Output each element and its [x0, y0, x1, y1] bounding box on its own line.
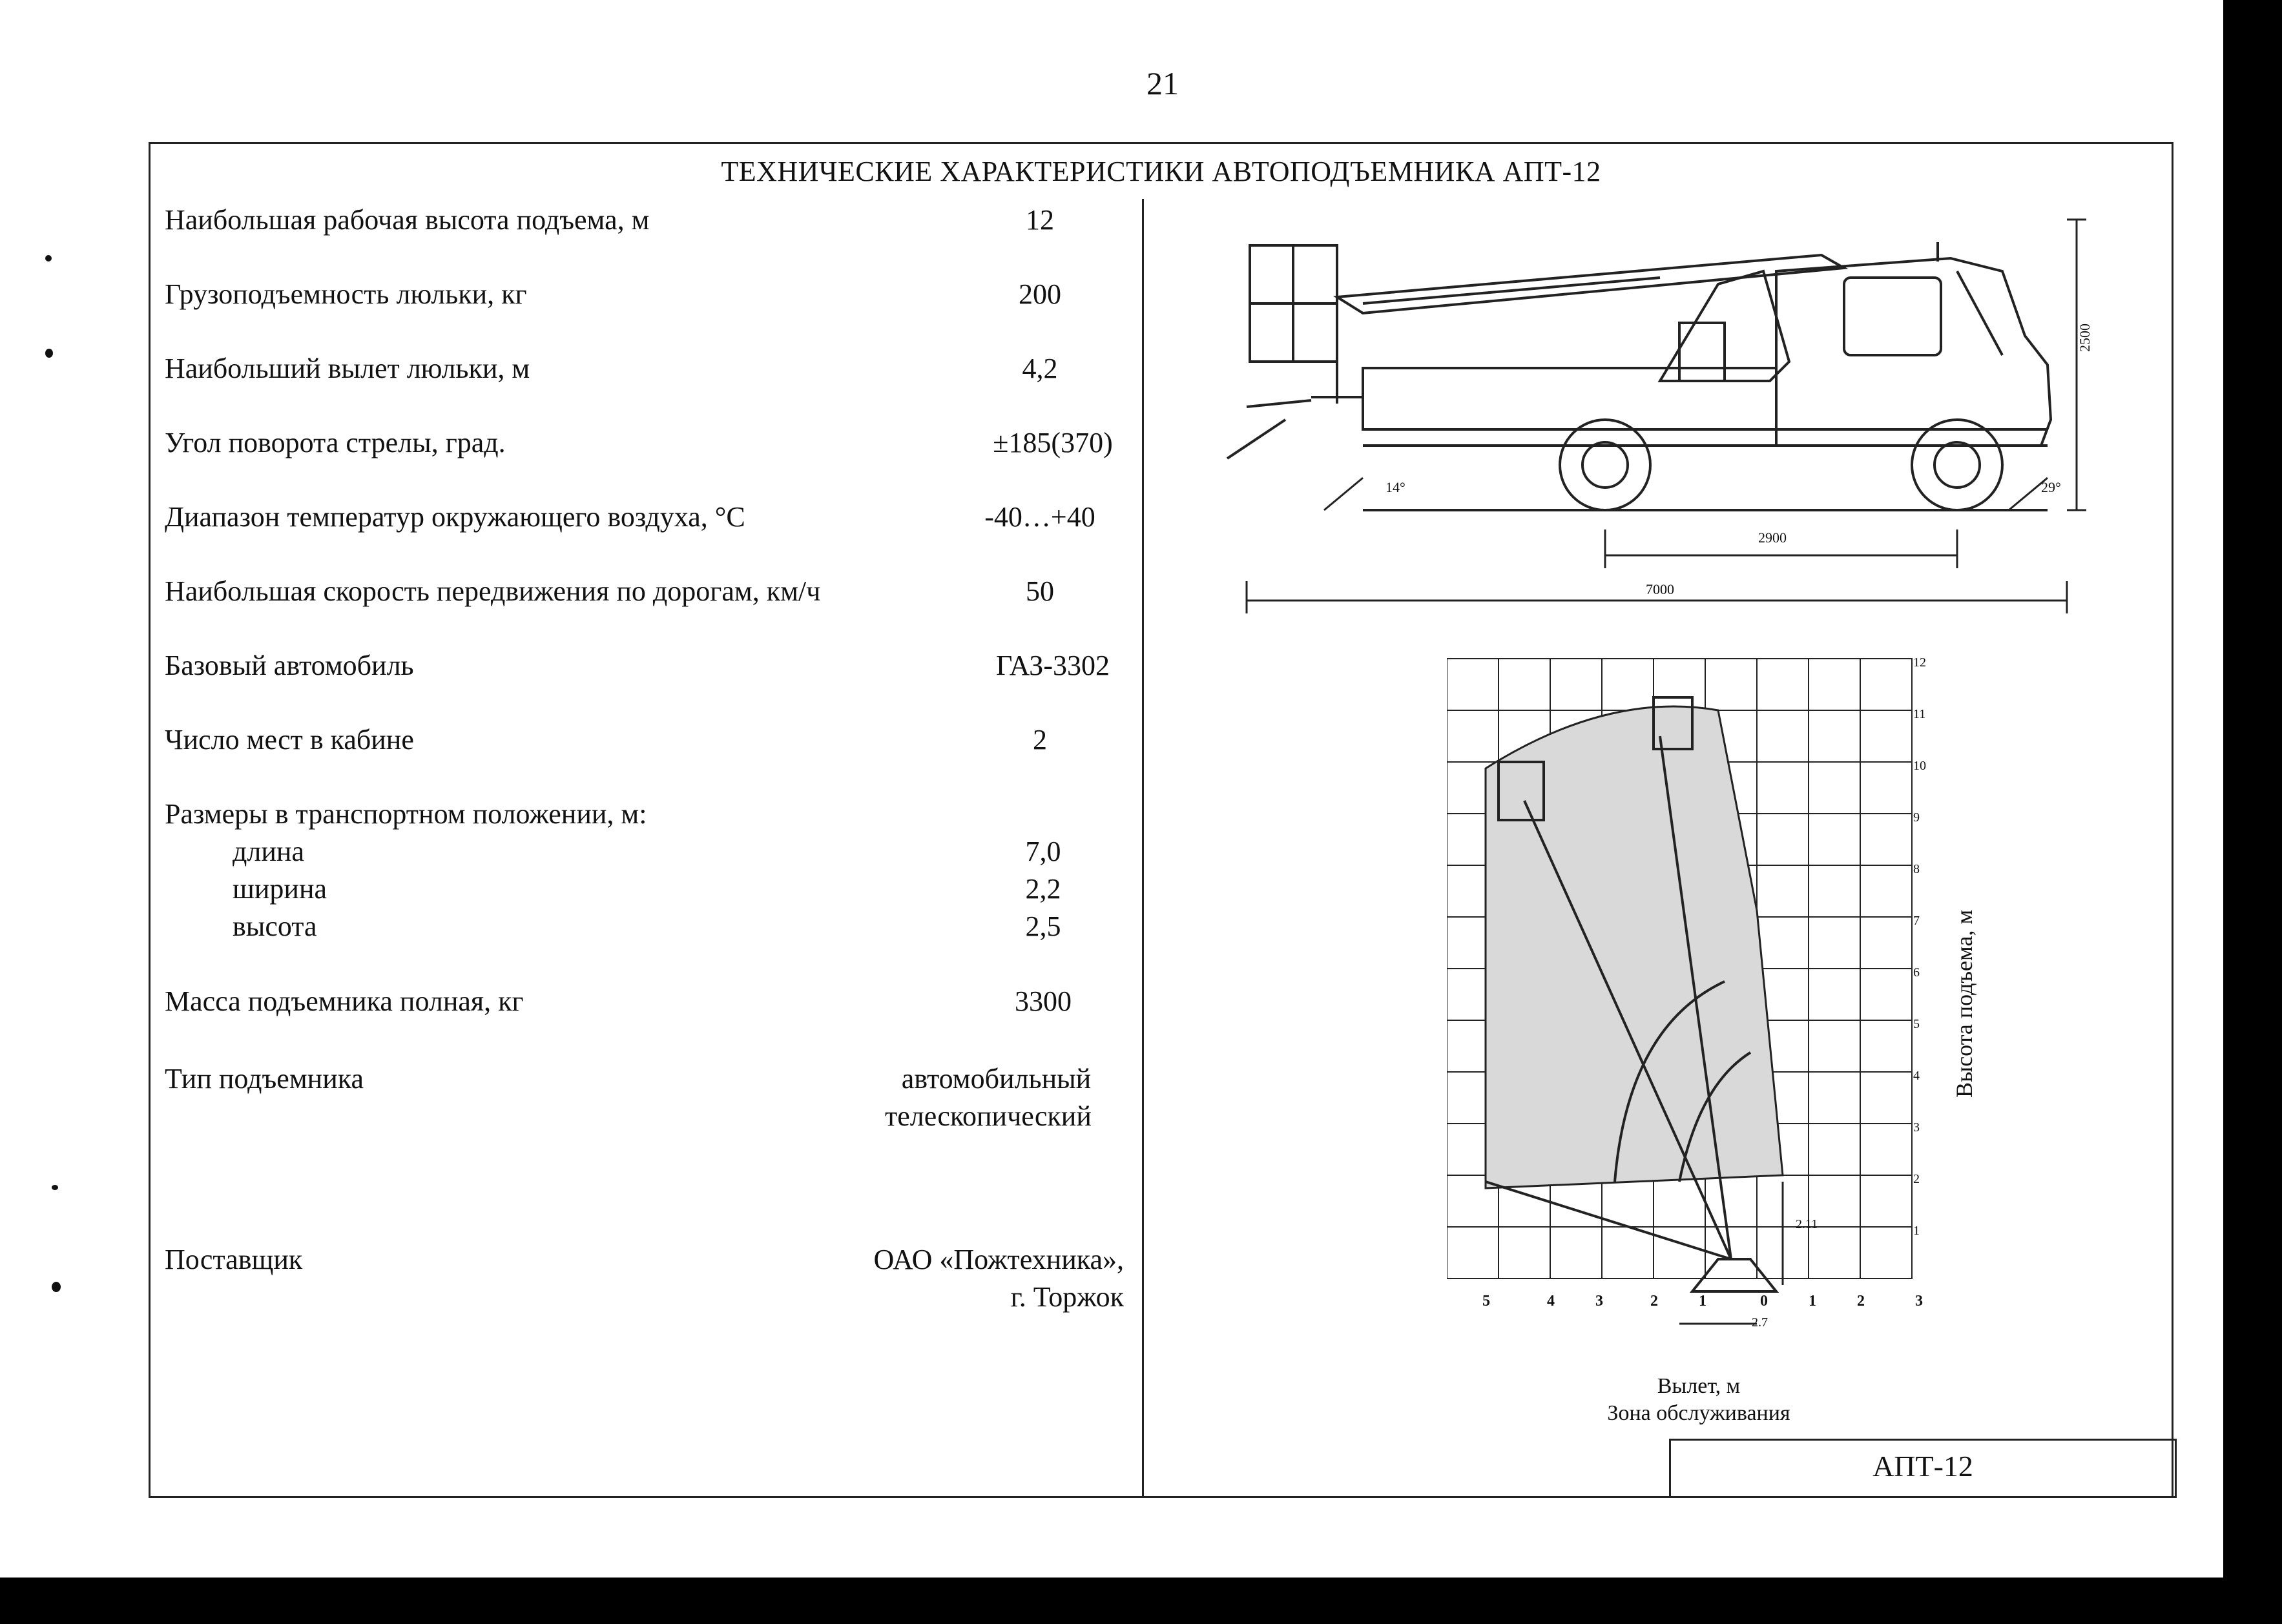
- front-wheel: [1912, 420, 2002, 510]
- spec-value-capacity: 200: [1019, 278, 1061, 310]
- spec-label-base-vehicle: Базовый автомобиль: [165, 650, 414, 681]
- truck-dim-height: 2500: [2077, 324, 2093, 352]
- zone-y-tick-1: 1: [1913, 1224, 1920, 1238]
- zone-x-tick-1: 4: [1547, 1293, 1555, 1310]
- spec-label-temperature: Диапазон температур окружающего воздуха, °С: [165, 501, 745, 533]
- truck-cab: [1776, 258, 2051, 446]
- spec-value-base-vehicle: ГАЗ-3302: [995, 650, 1110, 681]
- scan-edge-bottom: [0, 1578, 2282, 1624]
- zone-y-tick-3: 3: [1913, 1120, 1920, 1135]
- dimension-label-height: высота: [233, 910, 317, 942]
- service-zone-area: [1486, 706, 1783, 1188]
- spec-label-speed: Наибольшая скорость передвижения по дорогам, км/ч: [165, 575, 821, 607]
- zone-ylabel: Высота подъема, м: [1951, 909, 1977, 1098]
- truck-angle-rear: 14°: [1385, 479, 1406, 495]
- zone-x-tick-0: 5: [1482, 1293, 1490, 1310]
- stamp-text: АПТ-12: [1872, 1450, 1973, 1483]
- zone-x-tick-7: 2: [1857, 1293, 1865, 1310]
- spec-value-height: 12: [1026, 204, 1054, 236]
- zone-y-tick-9: 9: [1913, 810, 1920, 825]
- spec-label-reach: Наибольший вылет люльки, м: [165, 353, 530, 384]
- zone-xlabel: Вылет, м: [1657, 1374, 1741, 1398]
- spec-label-capacity: Грузоподъемность люльки, кг: [165, 278, 527, 310]
- mass-label: Масса подъемника полная, кг: [165, 985, 524, 1017]
- mass-value: 3300: [1015, 985, 1072, 1017]
- column-divider: [1142, 199, 1144, 1498]
- lift-type-label: Тип подъемника: [165, 1063, 364, 1095]
- cab-window: [1844, 278, 1941, 355]
- spec-value-speed: 50: [1026, 575, 1054, 607]
- scan-speck: [45, 255, 52, 262]
- zone-dim-27: 2.7: [1752, 1315, 1768, 1330]
- dimensions-heading: Размеры в транспортном положении, м:: [165, 798, 647, 830]
- zone-caption: Зона обслуживания: [1607, 1401, 1790, 1425]
- truck-body: [1363, 368, 1776, 429]
- dimension-label-length: длина: [233, 836, 304, 867]
- document-title: ТЕХНИЧЕСКИЕ ХАРАКТЕРИСТИКИ АВТОПОДЪЕМНИКА АПТ-12: [721, 156, 1601, 187]
- scan-edge-right: [2223, 0, 2282, 1624]
- zone-dim-211: 2.11: [1796, 1217, 1818, 1231]
- truck-dim-wheelbase: 2900: [1758, 529, 1787, 546]
- zone-x-tick-5: 0: [1760, 1293, 1768, 1310]
- scan-speck: [52, 1185, 58, 1190]
- spec-value-temperature: -40…+40: [984, 501, 1095, 533]
- spec-value-rotation: ±185(370): [993, 427, 1113, 458]
- zone-y-tick-6: 6: [1913, 965, 1920, 980]
- supplier-label: Поставщик: [165, 1244, 303, 1275]
- zone-y-tick-4: 4: [1913, 1069, 1920, 1083]
- scan-speck: [52, 1282, 61, 1292]
- lift-type-value-line1: автомобильный: [901, 1063, 1092, 1095]
- lift-type-value-line2: телескопический: [885, 1100, 1092, 1132]
- dimension-value-height: 2,5: [1025, 910, 1061, 942]
- dimension-label-width: ширина: [233, 873, 327, 905]
- zone-x-tick-4: 1: [1699, 1293, 1706, 1310]
- spec-label-rotation: Угол поворота стрелы, град.: [165, 427, 506, 458]
- zone-x-tick-6: 1: [1809, 1293, 1816, 1310]
- zone-y-tick-10: 10: [1913, 759, 1926, 773]
- zone-y-tick-5: 5: [1913, 1017, 1920, 1031]
- zone-y-tick-11: 11: [1913, 707, 1926, 721]
- truck-dim-length: 7000: [1646, 581, 1674, 597]
- truck-angle-front: 29°: [2041, 479, 2061, 495]
- zone-x-tick-2: 3: [1595, 1293, 1603, 1310]
- page-number: 21: [1146, 65, 1179, 101]
- rear-wheel: [1560, 420, 1650, 510]
- spec-value-seats: 2: [1033, 724, 1047, 755]
- spec-value-reach: 4,2: [1022, 353, 1058, 384]
- zone-x-tick-3: 2: [1650, 1293, 1658, 1310]
- zone-y-tick-12: 12: [1913, 655, 1926, 670]
- spec-label-seats: Число мест в кабине: [165, 724, 414, 755]
- spec-label-height: Наибольшая рабочая высота подъема, м: [165, 204, 650, 236]
- zone-y-tick-2: 2: [1913, 1172, 1920, 1186]
- truck-side-view-drawing: [1208, 207, 2086, 620]
- scan-speck: [45, 349, 53, 358]
- dimension-value-width: 2,2: [1025, 873, 1061, 905]
- zone-y-tick-8: 8: [1913, 862, 1920, 876]
- dimension-value-length: 7,0: [1025, 836, 1061, 867]
- zone-y-tick-7: 7: [1913, 914, 1920, 928]
- zone-x-tick-8: 3: [1915, 1293, 1923, 1310]
- supplier-value-line2: г. Торжок: [1010, 1281, 1124, 1313]
- supplier-value-line1: ОАО «Пожтехника»,: [873, 1244, 1124, 1275]
